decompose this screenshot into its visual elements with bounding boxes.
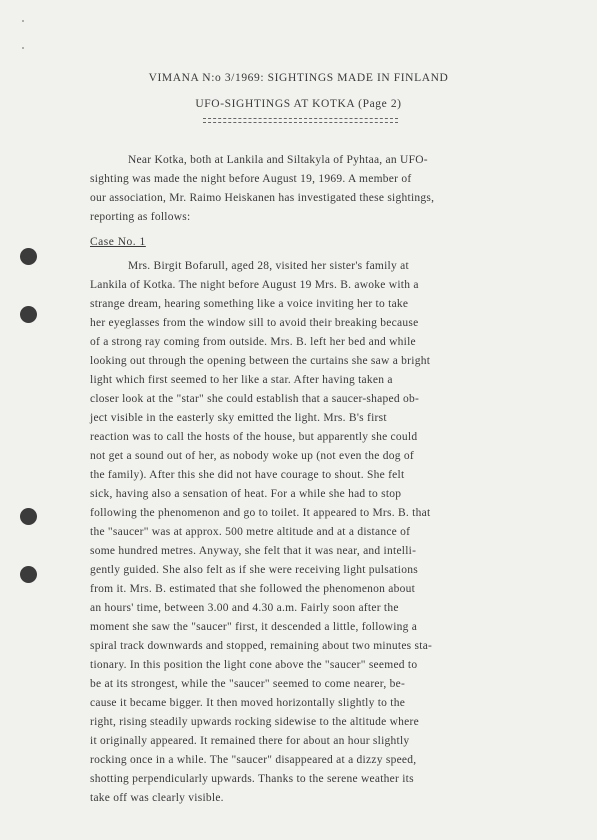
case-line: be at its strongest, while the "saucer" seemed to come nearer, be- [90,678,406,690]
case-line: from it. Mrs. B. estimated that she followed the phenomenon about [90,583,416,595]
case-line: take off was clearly visible. [90,792,224,804]
punch-hole [20,508,37,525]
case-line: sick, having also a sensation of heat. For a while she had to stop [90,488,402,500]
case-line: it originally appeared. It remained there for about an hour slightly [90,735,410,747]
intro-line: sighting was made the night before August 19, 1969. A member of [90,173,412,185]
case-line: of a strong ray coming from outside. Mrs. B. left her bed and while [90,336,416,348]
punch-hole [20,566,37,583]
case-line: strange dream, hearing something like a voice inviting her to take [90,298,409,310]
case-line: an hours' time, between 3.00 and 4.30 a.m. Fairly soon after the [90,602,399,614]
case-line: some hundred metres. Anyway, she felt that it was near, and intelli- [90,545,417,557]
case-line: light which first seemed to her like a star. After having taken a [90,374,393,386]
case-line: looking out through the opening between the curtains she saw a bright [90,355,431,367]
punch-hole [20,306,37,323]
case-line: following the phenomenon and go to toilet. It appeared to Mrs. B. that [90,507,431,519]
intro-line: reporting as follows: [90,211,191,223]
intro-line: Near Kotka, both at Lankila and Siltakyla of Pyhtaa, an UFO- [128,154,428,166]
case-line: the "saucer" was at approx. 500 metre altitude and at a distance of [90,526,411,538]
case-line: Mrs. Birgit Bofarull, aged 28, visited her sister's family at [128,260,409,272]
case-line: tionary. In this position the light cone above the "saucer" seemed to [90,659,418,671]
case-line: ject visible in the easterly sky emitted the light. Mrs. B's first [90,412,387,424]
case-line: her eyeglasses from the window sill to avoid their breaking because [90,317,419,329]
document-title: VIMANA N:o 3/1969: SIGHTINGS MADE IN FINLAND [148,72,449,84]
title-underline [203,118,398,123]
case-line: closer look at the "star" she could establish that a saucer-shaped ob- [90,393,420,405]
case-line: shotting perpendicularly upwards. Thanks to the serene weather its [90,773,414,785]
speck-mark [22,20,24,22]
case-line: Lankila of Kotka. The night before August 19 Mrs. B. awoke with a [90,279,419,291]
case-line: the family). After this she did not have courage to shout. She felt [90,469,405,481]
case-line: reaction was to call the hosts of the house, but apparently she could [90,431,418,443]
case-heading: Case No. 1 [90,236,146,248]
document-subtitle: UFO-SIGHTINGS AT KOTKA (Page 2) [195,98,402,110]
case-line: gently guided. She also felt as if she were receiving light pulsations [90,564,418,576]
punch-hole [20,248,37,265]
intro-line: our association, Mr. Raimo Heiskanen has investigated these sightings, [90,192,435,204]
case-line: moment she saw the "saucer" first, it descended a little, following a [90,621,418,633]
case-line: spiral track downwards and stopped, remaining about two minutes sta- [90,640,433,652]
case-line: not get a sound out of her, as nobody woke up (not even the dog of [90,450,414,462]
speck-mark [22,47,24,49]
case-line: rocking once in a while. The "saucer" disappeared at a dizzy speed, [90,754,417,766]
case-line: cause it became bigger. It then moved horizontally slightly to the [90,697,406,709]
case-line: right, rising steadily upwards rocking sidewise to the altitude where [90,716,419,728]
